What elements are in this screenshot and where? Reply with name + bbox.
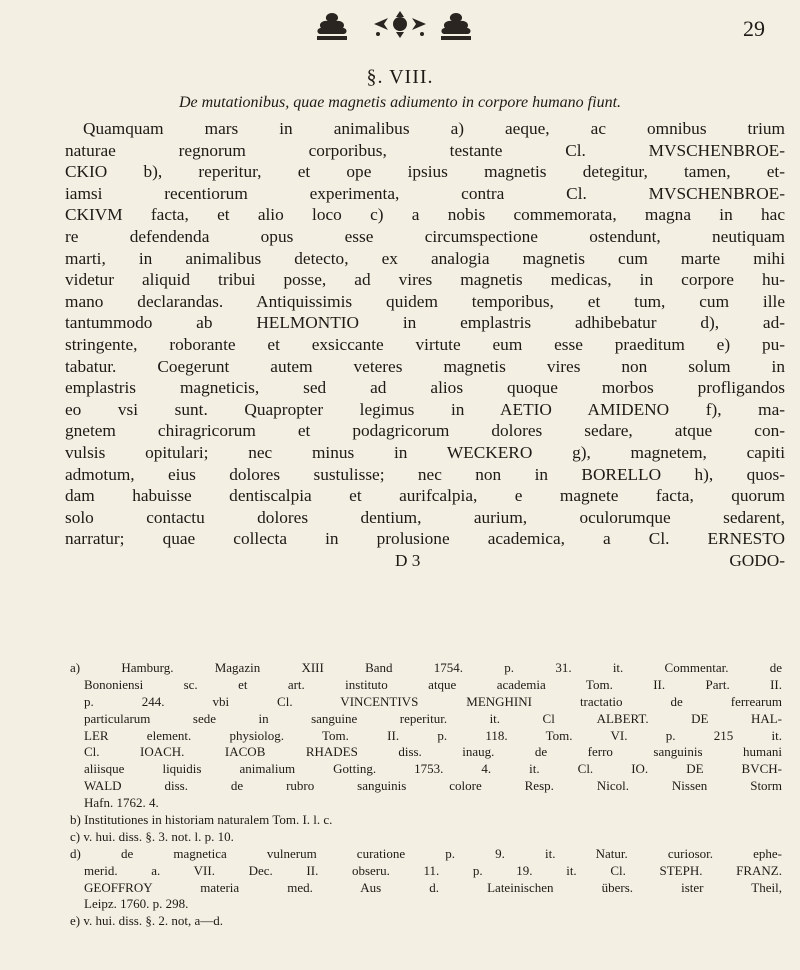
body-line: CKIO b), reperitur, et ope ipsius magnetis detegitur, tamen, et- [65, 162, 785, 182]
catchword: GODO- [729, 550, 785, 570]
body-line: dam habuisse dentiscalpia et aurifcalpia, e magnete facta, quorum [65, 486, 785, 506]
body-line: CKIVM facta, et alio loco c) a nobis commemorata, magna in hac [65, 205, 785, 225]
body-line: narratur; quae collecta in prolusione academica, a Cl. ERNESTO [65, 529, 785, 549]
footnote-line: Hafn. 1762. 4. [84, 795, 159, 811]
body-line: eo vsi sunt. Quapropter legimus in AETIO AMIDENO f), ma- [65, 399, 785, 419]
body-line: iamsi recentiorum experimenta, contra Cl. MVSCHENBROE- [65, 183, 785, 203]
footnote-line: WALD diss. de rubro sanguinis colore Resp. Nicol. Nissen Storm [84, 778, 782, 794]
page-number: 29 [743, 16, 765, 41]
footnote-line: GEOFFROY materia med. Aus d. Lateinischen übers. ister Theil, [84, 879, 782, 895]
right-ornament-icon [436, 10, 476, 42]
section-number: §. VIII. [366, 66, 434, 88]
footnote-line: e) v. hui. diss. §. 2. not, a—d. [70, 913, 223, 929]
center-ornament-icon [370, 10, 430, 40]
footnote-line: Bononiensi sc. et art. instituto atque academia Tom. II. Part. II. [84, 676, 782, 692]
footnote-line: merid. a. VII. Dec. II. obseru. 11. p. 19. it. Cl. STEPH. FRANZ. [84, 862, 782, 878]
body-line: naturae regnorum corporibus, testante Cl. MVSCHENBROE- [65, 140, 785, 160]
footnote-line: LER element. physiolog. Tom. II. p. 118. Tom. VI. p. 215 it. [84, 727, 782, 743]
body-line: stringente, roborante et exsiccante virtute eum esse praeditum e) pu- [65, 334, 785, 354]
body-line: videtur aliquid tribui posse, ad vires magnetis medicas, in corpore hu- [65, 270, 785, 290]
body-line: marti, in animalibus detecto, ex analogia magnetis cum marte mihi [65, 248, 785, 268]
body-line: re defendenda opus esse circumspectione ostendunt, neutiquam [65, 226, 785, 246]
body-line: emplastris magneticis, sed ad alios quoque morbos profligandos [65, 378, 785, 398]
body-line: Quamquam mars in animalibus a) aeque, ac omnibus trium [83, 119, 785, 138]
signature-mark: D 3 [395, 550, 421, 570]
footnote-line: d) de magnetica vulnerum curatione p. 9. it. Natur. curiosor. ephe- [70, 845, 782, 861]
body-line: admotum, eius dolores sustulisse; nec non in BORELLO h), quos- [65, 464, 785, 484]
left-ornament-icon [312, 10, 352, 42]
body-line: gnetem chiragricorum et podagricorum dolores sedare, atque con- [65, 421, 785, 441]
footnote-line: Leipz. 1760. p. 298. [84, 896, 189, 912]
footnote-line: b) Institutiones in historiam naturalem Tom. I. l. c. [70, 812, 333, 828]
footnote-line: particularum sede in sanguine reperitur. it. Cl ALBERT. DE HAL- [84, 710, 782, 726]
body-line: solo contactu dolores dentium, aurium, oculorumque sedarent, [65, 507, 785, 527]
signature-line [65, 550, 785, 572]
body-line: tabatur. Coegerunt autem veteres magnetis vires non solum in [65, 356, 785, 376]
footnote-line: p. 244. vbi Cl. VINCENTIVS MENGHINI tractatio de ferrearum [84, 693, 782, 709]
body-line: mano declarandas. Antiquissimis quidem temporibus, et tum, cum ille [65, 291, 785, 311]
body-line: vulsis opitulari; nec minus in WECKERO g), magnetem, capiti [65, 442, 785, 462]
body-text [65, 118, 785, 571]
footnote-line: a) Hamburg. Magazin XIII Band 1754. p. 31. it. Commentar. de [70, 660, 782, 675]
section-title: De mutationibus, quae magnetis adiumento in corpore humano fiunt. [178, 94, 622, 111]
header-ornament [0, 10, 800, 50]
footnote-line: aliisque liquidis animalium Gotting. 1753. 4. it. Cl. IO. DE BVCH- [84, 761, 782, 777]
footnote-line: c) v. hui. diss. §. 3. not. l. p. 10. [70, 828, 234, 844]
footnotes [70, 660, 782, 930]
body-line: tantummodo ab HELMONTIO in emplastris adhibebatur d), ad- [65, 313, 785, 333]
footnote-line: Cl. IOACH. IACOB RHADES diss. inaug. de ferro sanguinis humani [84, 744, 782, 760]
